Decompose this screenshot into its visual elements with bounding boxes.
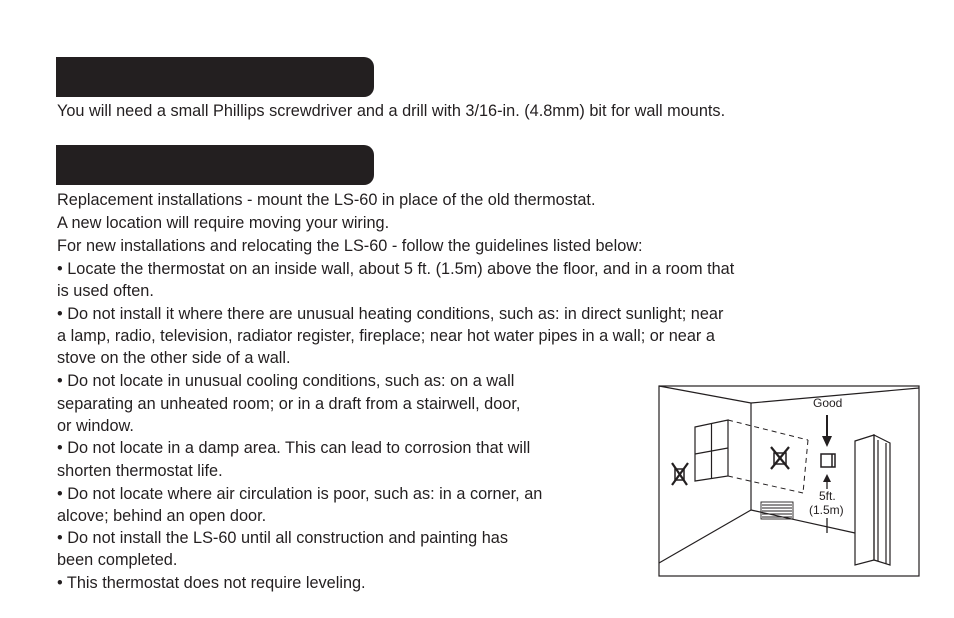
guideline-line: For new installations and relocating the LS-60 - follow the guidelines listed below: bbox=[57, 237, 643, 255]
guideline-line: shorten thermostat life. bbox=[57, 462, 223, 480]
guideline-line: a lamp, radio, television, radiator register, fireplace; near hot water pipes in a wall; or near a bbox=[57, 327, 715, 345]
guideline-line: • This thermostat does not require leveling. bbox=[57, 574, 366, 592]
sunlight-projection bbox=[728, 420, 808, 493]
left-wall-top-edge bbox=[659, 386, 751, 403]
guideline-line: • Locate the thermostat on an inside wall, about 5 ft. (1.5m) above the floor, and in a room that bbox=[57, 260, 735, 278]
guideline-line: is used often. bbox=[57, 282, 154, 300]
thermostat-placement-figure bbox=[658, 385, 920, 577]
room-illustration bbox=[658, 385, 920, 577]
register-vent-icon bbox=[761, 502, 793, 519]
guideline-line: • Do not locate in a damp area. This can lead to corrosion that will bbox=[57, 439, 531, 457]
guideline-line: stove on the other side of a wall. bbox=[57, 349, 291, 367]
open-door-icon bbox=[855, 435, 890, 565]
guideline-line: or window. bbox=[57, 417, 134, 435]
guideline-line: • Do not locate where air circulation is poor, such as: in a corner, an bbox=[57, 485, 543, 503]
guideline-line: alcove; behind an open door. bbox=[57, 507, 267, 525]
window-icon bbox=[695, 420, 728, 481]
guideline-line: • Do not install the LS-60 until all construction and painting has bbox=[57, 529, 508, 547]
bad-location-left-x-icon bbox=[672, 463, 688, 485]
good-thermostat-icon bbox=[821, 454, 835, 467]
good-arrow-icon bbox=[822, 415, 832, 447]
guideline-line: been completed. bbox=[57, 551, 178, 569]
section-header-bar-tools bbox=[56, 57, 374, 97]
guideline-line: • Do not install it where there are unusual heating conditions, such as: in direct sunlight; near bbox=[57, 305, 724, 323]
guideline-line: • Do not locate in unusual cooling conditions, such as: on a wall bbox=[57, 372, 515, 390]
guideline-line: Replacement installations - mount the LS-60 in place of the old thermostat. bbox=[57, 191, 596, 209]
bad-location-right-x-icon bbox=[771, 447, 789, 469]
height-label-m: (1.5m) bbox=[809, 503, 844, 517]
good-label: Good bbox=[813, 396, 843, 410]
left-floor-line bbox=[659, 510, 751, 563]
guideline-line: separating an unheated room; or in a draft from a stairwell, door, bbox=[57, 395, 521, 413]
tools-text: You will need a small Phillips screwdriver and a drill with 3/16-in. (4.8mm) bit for wall mounts. bbox=[57, 102, 726, 120]
height-label-ft: 5ft. bbox=[819, 489, 836, 503]
section-header-bar-location bbox=[56, 145, 374, 185]
guideline-line: A new location will require moving your wiring. bbox=[57, 214, 390, 232]
